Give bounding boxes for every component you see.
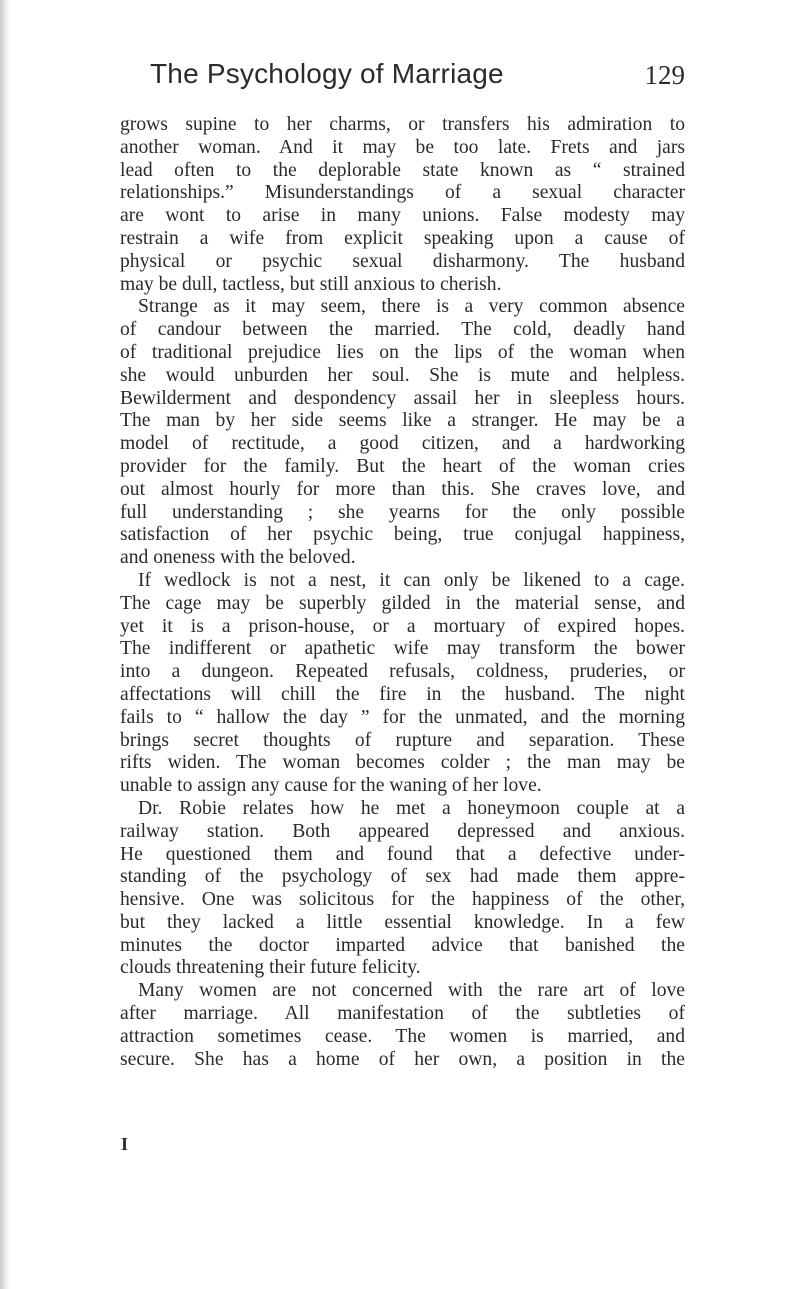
text-line: If wedlock is not a nest, it can only be likened to a cage.	[138, 569, 685, 591]
text-line: Dr. Robie relates how he met a honeymoon couple at a	[138, 797, 685, 819]
printer-signature-mark: I	[121, 1134, 129, 1154]
text-line: model of rectitude, a good citizen, and a hardworking	[120, 433, 685, 455]
text-line: unable to assign any cause for the waning of her love.	[120, 775, 542, 797]
text-line: relationships.” Misunderstandings of a sexual character	[120, 182, 685, 204]
text-line: provider for the family. But the heart of the woman cries	[120, 455, 685, 477]
text-line: into a dungeon. Repeated refusals, coldness, pruderies, or	[120, 661, 685, 683]
running-head: The Psychology of Marriage	[150, 58, 504, 89]
text-line: grows supine to her charms, or transfers his admiration to	[120, 114, 685, 135]
text-line: railway station. Both appeared depressed and anxious.	[120, 820, 685, 842]
text-line: Bewilderment and despondency assail her in sleepless hours.	[120, 387, 685, 409]
text-line: full understanding ; she yearns for the only possible	[120, 501, 685, 523]
text-line: another woman. And it may be too late. Frets and jars	[120, 136, 685, 158]
page-number: 129	[644, 60, 685, 90]
text-line: affectations will chill the fire in the husband. The night	[120, 683, 685, 705]
text-line: brings secret thoughts of rupture and separation. These	[120, 729, 685, 751]
text-line: of traditional prejudice lies on the lips of the woman when	[120, 341, 685, 363]
text-line: Many women are not concerned with the rare art of love	[138, 980, 685, 1002]
text-line: yet it is a prison-house, or a mortuary of expired hopes.	[120, 615, 685, 637]
text-line: secure. She has a home of her own, a position in the	[120, 1048, 685, 1070]
text-line: rifts widen. The woman becomes colder ; the man may be	[120, 752, 685, 774]
page-header	[120, 58, 685, 98]
text-line: The cage may be superbly gilded in the material sense, and	[120, 592, 685, 614]
text-line: satisfaction of her psychic being, true conjugal happiness,	[120, 524, 685, 546]
text-line: and oneness with the beloved.	[120, 547, 356, 569]
text-line: are wont to arise in many unions. False modesty may	[120, 205, 685, 227]
text-line: Strange as it may seem, there is a very common absence	[138, 296, 685, 318]
page-binding-shadow	[0, 0, 10, 1289]
text-line: The indifferent or apathetic wife may transform the bower	[120, 638, 685, 660]
text-line: restrain a wife from explicit speaking upon a cause of	[120, 227, 685, 249]
body-text	[120, 114, 685, 1071]
text-line: The man by her side seems like a stranger. He may be a	[120, 410, 685, 432]
text-line: attraction sometimes cease. The women is married, and	[120, 1025, 685, 1047]
text-line: minutes the doctor imparted advice that banished the	[120, 934, 685, 956]
text-line: hensive. One was solicitous for the happiness of the other,	[120, 889, 685, 911]
text-line: He questioned them and found that a defective under-	[120, 843, 685, 865]
text-line: standing of the psychology of sex had made them appre-	[120, 866, 685, 888]
text-line: may be dull, tactless, but still anxious to cherish.	[120, 273, 502, 295]
text-line: fails to “ hallow the day ” for the unmated, and the morning	[120, 706, 685, 728]
text-line: she would unburden her soul. She is mute and helpless.	[120, 364, 685, 386]
text-line: but they lacked a little essential knowledge. In a few	[120, 911, 685, 933]
text-line: physical or psychic sexual disharmony. The husband	[120, 250, 685, 272]
text-line: of candour between the married. The cold, deadly hand	[120, 319, 685, 341]
text-line: lead often to the deplorable state known as “ strained	[120, 159, 685, 181]
text-line: after marriage. All manifestation of the subtleties of	[120, 1003, 685, 1025]
text-line: out almost hourly for more than this. She craves love, and	[120, 478, 685, 500]
text-line: clouds threatening their future felicity.	[120, 957, 421, 979]
